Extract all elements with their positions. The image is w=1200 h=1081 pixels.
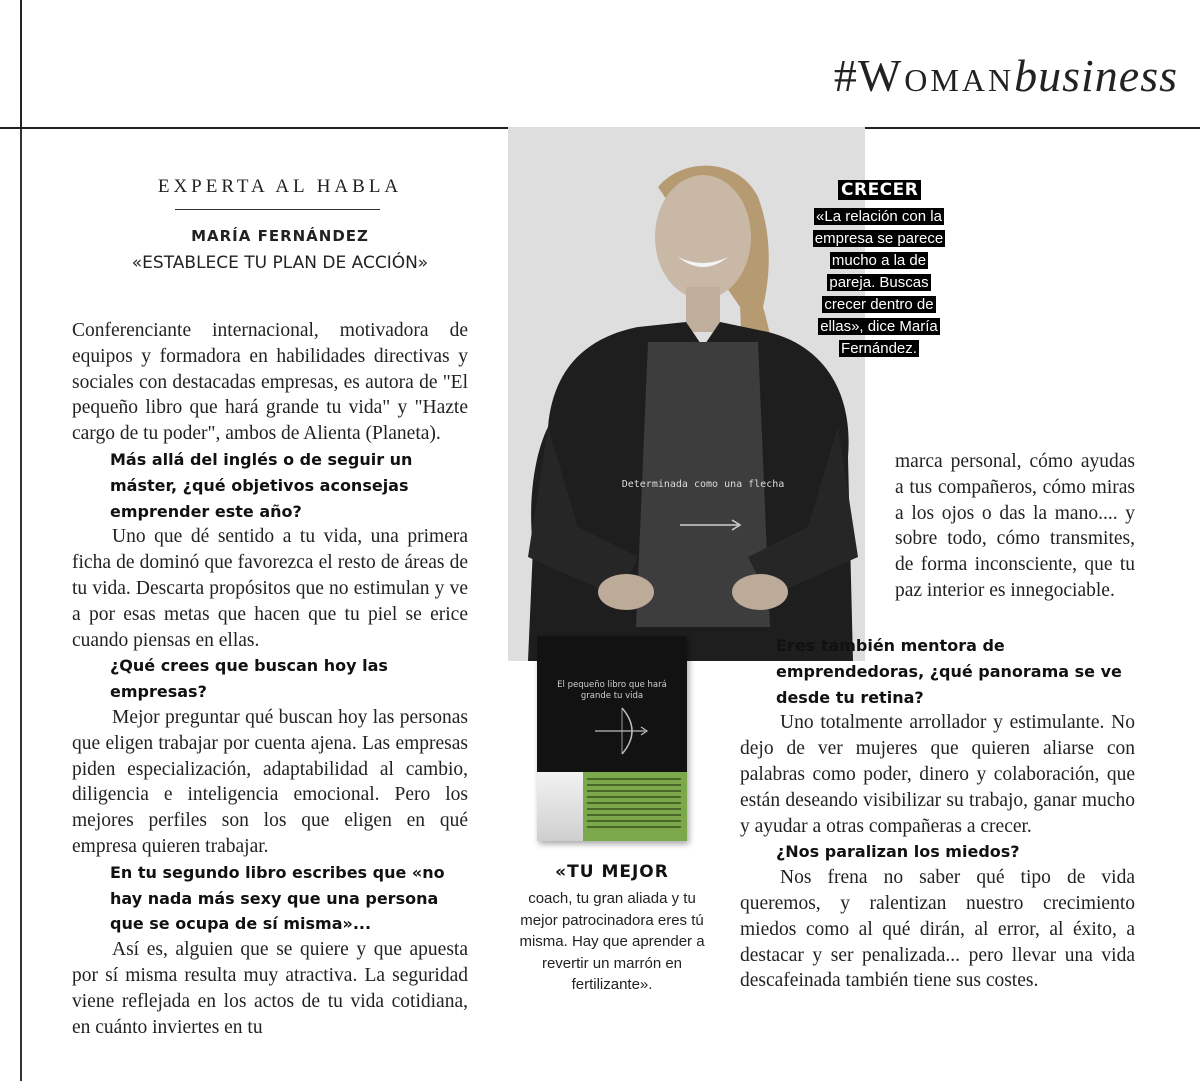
continuation-paragraph: marca personal, cómo ayudas a tus compañeros, cómo miras a los ojos o das la mano.... y sobre todo, cómo transmites, de forma inconsciente, que tu paz interior es innegociable. bbox=[895, 451, 1135, 601]
interview-answer: Uno totalmente arrollador y estimulante. No dejo de ver mujeres que quieren aliarse con palabras como poder, dinero y colaboración, que están deseando visibilizar su trabajo, ganar mucho y ayudar a otras compañeras a crecer. bbox=[740, 712, 1135, 837]
caption-line: mucho a la de bbox=[831, 252, 927, 269]
caption-line: empresa se parece bbox=[814, 230, 944, 247]
right-continuation-text bbox=[895, 449, 1135, 604]
interview-question: Eres también mentora de emprendedoras, ¿qué panorama se ve desde tu retina? bbox=[776, 636, 1122, 707]
book-caption-body: coach, tu gran aliada y tu mejor patrocinadora eres tú misma. Hay que aprender a revertir un marrón en fertilizante». bbox=[519, 890, 705, 993]
header-frame-left-rule bbox=[20, 0, 22, 128]
book-back-text-lines bbox=[587, 778, 681, 832]
interview-question: ¿Qué crees que buscan hoy las empresas? bbox=[110, 656, 388, 702]
interview-answer: Así es, alguien que se quiere y que apuesta por sí misma resulta muy atractiva. La seguridad viene reflejada en los actos de tu vida cotidiana, en cuánto inviertes en tu bbox=[72, 939, 468, 1038]
interview-answer: Uno que dé sentido a tu vida, una primera ficha de dominó que favorezca el resto de áreas de tu vida. Descarta propósitos que no estimulan y ve a por esas metas que hacen que tu piel se erice cuando piensas en ellas. bbox=[72, 526, 468, 651]
right-text-column bbox=[740, 633, 1135, 994]
book-title: El pequeño libro que hará grande tu vida bbox=[557, 680, 667, 701]
interview-question: Más allá del inglés o de seguir un máster, ¿qué objetivos aconsejas emprender este año? bbox=[110, 449, 413, 521]
page-margin-rule bbox=[20, 129, 22, 1081]
bow-arrow-icon bbox=[537, 636, 687, 772]
brand-business: business bbox=[1014, 50, 1178, 101]
brand-woman: Woman bbox=[857, 50, 1015, 101]
intro-paragraph: Conferenciante internacional, motivadora de equipos y formadora en habilidades directivas y sociales con destacadas empresas, es autora de "El pequeño libro que hará grande tu vida" y "Hazte cargo de tu poder", ambos de Alienta (Planeta). bbox=[72, 320, 468, 445]
expert-name: MARÍA FERNÁNDEZ bbox=[191, 227, 369, 245]
book-caption-title: «TU MEJOR bbox=[555, 862, 669, 882]
caption-line: crecer dentro de bbox=[824, 296, 934, 313]
interview-answer: Mejor preguntar qué buscan hoy las personas que eligen trabajar por cuenta ajena. Las empresas piden especialización, adaptabilidad al cambio, diligencia e inteligencia emocional. Pero los mejores perfiles son los que eligen en qué empresa quieren trabajar. bbox=[72, 706, 468, 857]
interview-question: En tu segundo libro escribes que «no hay nada más sexy que una persona que se ocupa de sí misma»... bbox=[110, 862, 445, 934]
interview-question: ¿Nos paralizan los miedos? bbox=[776, 842, 1020, 862]
article-headline: «ESTABLECE TU PLAN DE ACCIÓN» bbox=[131, 253, 429, 273]
caption-line: Fernández. bbox=[841, 340, 917, 357]
photo-caption-body bbox=[806, 206, 952, 360]
book-author-photo bbox=[537, 772, 583, 841]
interview-answer: Nos frena no saber qué tipo de vida queremos, y ralentizan nuestro crecimiento miedos como al qué dirán, al error, al éxito, a destacar y ser penalizada... pero llevar una vida descafeinada también tiene sus costes. bbox=[740, 867, 1135, 992]
photo-caption-title: CRECER bbox=[838, 180, 921, 200]
book-cover bbox=[537, 636, 687, 841]
kicker-divider bbox=[175, 209, 380, 210]
section-brand bbox=[834, 48, 1178, 102]
caption-line: ellas», dice María bbox=[820, 318, 938, 335]
caption-line: pareja. Buscas bbox=[829, 274, 929, 291]
shirt-slogan: Determinada como una flecha bbox=[621, 479, 785, 490]
left-text-column bbox=[72, 318, 468, 1040]
section-kicker: EXPERTA AL HABLA bbox=[157, 176, 403, 197]
caption-line: «La relación con la bbox=[816, 208, 942, 225]
brand-hashtag: # bbox=[833, 50, 858, 101]
